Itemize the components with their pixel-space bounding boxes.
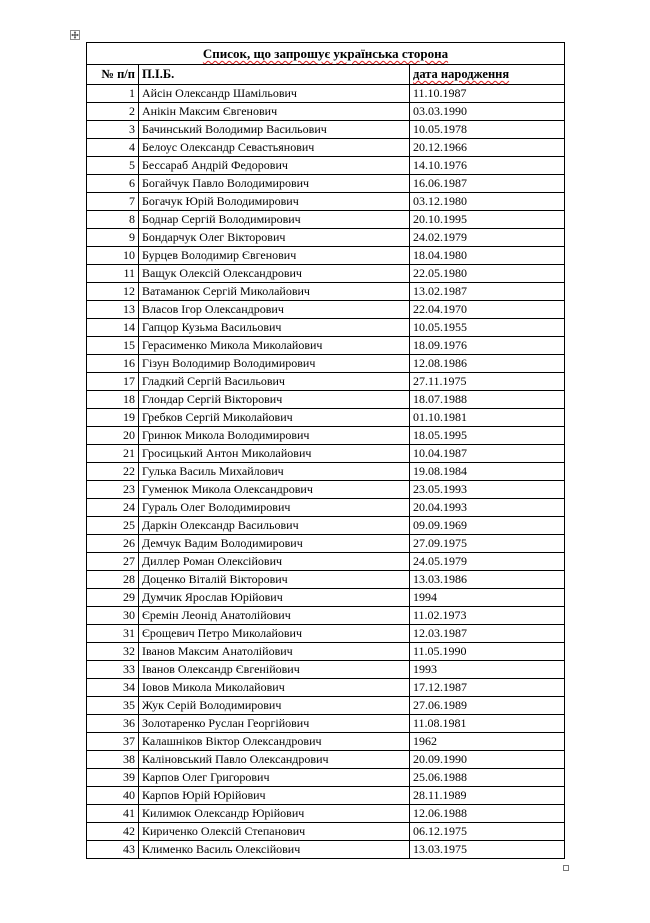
- row-dob: 25.06.1988: [410, 769, 565, 787]
- table-row: [87, 211, 565, 229]
- row-name: Гізун Володимир Володимирович: [139, 355, 410, 373]
- row-name: Богайчук Павло Володимирович: [139, 175, 410, 193]
- row-number: 14: [87, 319, 139, 337]
- table-row: [87, 445, 565, 463]
- table-row: [87, 643, 565, 661]
- row-dob: 27.09.1975: [410, 535, 565, 553]
- row-name: Бондарчук Олег Вікторович: [139, 229, 410, 247]
- row-number: 28: [87, 571, 139, 589]
- row-name: Іванов Олександр Євгенійович: [139, 661, 410, 679]
- row-number: 27: [87, 553, 139, 571]
- row-name: Калашніков Віктор Олександрович: [139, 733, 410, 751]
- row-name: Гросицький Антон Миколайович: [139, 445, 410, 463]
- table-row: [87, 733, 565, 751]
- table-row: [87, 751, 565, 769]
- table-row: [87, 157, 565, 175]
- table-row: [87, 715, 565, 733]
- row-dob: 20.04.1993: [410, 499, 565, 517]
- table-row: [87, 499, 565, 517]
- table-row: [87, 607, 565, 625]
- row-name: Каліновський Павло Олександрович: [139, 751, 410, 769]
- row-number: 36: [87, 715, 139, 733]
- row-dob: 27.11.1975: [410, 373, 565, 391]
- header-dob: [410, 65, 565, 85]
- row-dob: 22.04.1970: [410, 301, 565, 319]
- row-name: Карпов Юрій Юрійович: [139, 787, 410, 805]
- row-number: 5: [87, 157, 139, 175]
- row-number: 15: [87, 337, 139, 355]
- row-number: 21: [87, 445, 139, 463]
- table-row: [87, 283, 565, 301]
- table-row: [87, 769, 565, 787]
- row-name: Анікін Максим Євгенович: [139, 103, 410, 121]
- row-number: 6: [87, 175, 139, 193]
- row-number: 43: [87, 841, 139, 859]
- row-number: 24: [87, 499, 139, 517]
- table-row: [87, 427, 565, 445]
- row-number: 29: [87, 589, 139, 607]
- row-number: 12: [87, 283, 139, 301]
- persons-table: [86, 42, 565, 859]
- row-name: Глондар Сергій Вікторович: [139, 391, 410, 409]
- row-dob: 12.03.1987: [410, 625, 565, 643]
- table-row: [87, 103, 565, 121]
- row-number: 41: [87, 805, 139, 823]
- row-dob: 22.05.1980: [410, 265, 565, 283]
- row-number: 9: [87, 229, 139, 247]
- row-dob: 12.08.1986: [410, 355, 565, 373]
- table-row: [87, 823, 565, 841]
- row-number: 18: [87, 391, 139, 409]
- row-dob: 23.05.1993: [410, 481, 565, 499]
- header-row: [87, 65, 565, 85]
- table-row: [87, 373, 565, 391]
- header-num: № п/п: [87, 65, 139, 85]
- row-dob: 24.05.1979: [410, 553, 565, 571]
- row-number: 26: [87, 535, 139, 553]
- row-number: 32: [87, 643, 139, 661]
- table-row: [87, 247, 565, 265]
- table-row: [87, 625, 565, 643]
- row-dob: 06.12.1975: [410, 823, 565, 841]
- table-row: [87, 697, 565, 715]
- row-name: Гуменюк Микола Олександрович: [139, 481, 410, 499]
- row-name: Демчук Вадим Володимирович: [139, 535, 410, 553]
- table-row: [87, 337, 565, 355]
- row-number: 34: [87, 679, 139, 697]
- table-resize-handle[interactable]: [563, 865, 569, 871]
- row-name: Доценко Віталій Вікторович: [139, 571, 410, 589]
- row-dob: 13.03.1986: [410, 571, 565, 589]
- header-dob-text: дата народження: [413, 67, 510, 81]
- row-name: Гапцор Кузьма Васильович: [139, 319, 410, 337]
- row-name: Ватаманюк Сергій Миколайович: [139, 283, 410, 301]
- row-number: 31: [87, 625, 139, 643]
- row-number: 40: [87, 787, 139, 805]
- row-number: 23: [87, 481, 139, 499]
- row-dob: 14.10.1976: [410, 157, 565, 175]
- table-row: [87, 787, 565, 805]
- row-name: Гураль Олег Володимирович: [139, 499, 410, 517]
- row-number: 1: [87, 85, 139, 103]
- row-name: Власов Ігор Олександрович: [139, 301, 410, 319]
- table-row: [87, 679, 565, 697]
- row-name: Карпов Олег Григорович: [139, 769, 410, 787]
- row-dob: 18.07.1988: [410, 391, 565, 409]
- table-row: [87, 481, 565, 499]
- row-dob: 1993: [410, 661, 565, 679]
- row-number: 39: [87, 769, 139, 787]
- row-number: 42: [87, 823, 139, 841]
- row-name: Бессараб Андрій Федорович: [139, 157, 410, 175]
- table-row: [87, 319, 565, 337]
- row-name: Ващук Олексій Олександрович: [139, 265, 410, 283]
- table-row: [87, 85, 565, 103]
- row-name: Іванов Максим Анатолійович: [139, 643, 410, 661]
- table-row: [87, 409, 565, 427]
- row-name: Єрощевич Петро Миколайович: [139, 625, 410, 643]
- row-dob: 28.11.1989: [410, 787, 565, 805]
- row-dob: 09.09.1969: [410, 517, 565, 535]
- row-name: Богачук Юрій Володимирович: [139, 193, 410, 211]
- table-row: [87, 535, 565, 553]
- table-row: [87, 517, 565, 535]
- row-number: 22: [87, 463, 139, 481]
- row-number: 30: [87, 607, 139, 625]
- row-dob: 12.06.1988: [410, 805, 565, 823]
- row-name: Гладкий Сергій Васильович: [139, 373, 410, 391]
- row-name: Іовов Микола Миколайович: [139, 679, 410, 697]
- row-name: Золотаренко Руслан Георгійович: [139, 715, 410, 733]
- table-row: [87, 355, 565, 373]
- row-number: 16: [87, 355, 139, 373]
- row-number: 3: [87, 121, 139, 139]
- table-title-text: Список, що запрошує українська сторона: [202, 46, 449, 61]
- row-dob: 13.03.1975: [410, 841, 565, 859]
- row-number: 2: [87, 103, 139, 121]
- table-row: [87, 553, 565, 571]
- row-dob: 19.08.1984: [410, 463, 565, 481]
- row-number: 35: [87, 697, 139, 715]
- row-dob: 18.04.1980: [410, 247, 565, 265]
- row-name: Гулька Василь Михайлович: [139, 463, 410, 481]
- row-name: Клименко Василь Олексійович: [139, 841, 410, 859]
- table-row: [87, 571, 565, 589]
- table-row: [87, 229, 565, 247]
- row-name: Єремін Леонід Анатолійович: [139, 607, 410, 625]
- row-dob: 16.06.1987: [410, 175, 565, 193]
- row-name: Даркін Олександр Васильович: [139, 517, 410, 535]
- row-name: Жук Серій Володимирович: [139, 697, 410, 715]
- row-number: 11: [87, 265, 139, 283]
- row-dob: 10.04.1987: [410, 445, 565, 463]
- row-number: 37: [87, 733, 139, 751]
- row-name: Диллер Роман Олексійович: [139, 553, 410, 571]
- row-dob: 03.12.1980: [410, 193, 565, 211]
- table-title: [87, 43, 565, 65]
- row-name: Герасименко Микола Миколайович: [139, 337, 410, 355]
- header-name: П.І.Б.: [139, 65, 410, 85]
- row-number: 7: [87, 193, 139, 211]
- row-name: Айсін Олександр Шамільович: [139, 85, 410, 103]
- table-row: [87, 661, 565, 679]
- row-number: 4: [87, 139, 139, 157]
- row-dob: 20.10.1995: [410, 211, 565, 229]
- row-dob: 01.10.1981: [410, 409, 565, 427]
- row-dob: 24.02.1979: [410, 229, 565, 247]
- table-row: [87, 391, 565, 409]
- row-name: Белоус Олександр Севастьянович: [139, 139, 410, 157]
- table-row: [87, 265, 565, 283]
- table-row: [87, 805, 565, 823]
- row-name: Бачинський Володимир Васильович: [139, 121, 410, 139]
- table-move-handle[interactable]: [70, 30, 80, 40]
- row-number: 25: [87, 517, 139, 535]
- row-dob: 11.08.1981: [410, 715, 565, 733]
- row-dob: 10.05.1955: [410, 319, 565, 337]
- row-number: 33: [87, 661, 139, 679]
- row-dob: 1994: [410, 589, 565, 607]
- row-name: Бурцев Володимир Євгенович: [139, 247, 410, 265]
- table-row: [87, 841, 565, 859]
- table-row: [87, 175, 565, 193]
- row-dob: 18.05.1995: [410, 427, 565, 445]
- row-number: 10: [87, 247, 139, 265]
- row-name: Думчик Ярослав Юрійович: [139, 589, 410, 607]
- row-dob: 11.05.1990: [410, 643, 565, 661]
- row-dob: 18.09.1976: [410, 337, 565, 355]
- row-number: 20: [87, 427, 139, 445]
- row-number: 38: [87, 751, 139, 769]
- row-name: Килимюк Олександр Юрійович: [139, 805, 410, 823]
- row-number: 17: [87, 373, 139, 391]
- row-dob: 11.02.1973: [410, 607, 565, 625]
- row-name: Гринюк Микола Володимирович: [139, 427, 410, 445]
- row-number: 13: [87, 301, 139, 319]
- row-dob: 03.03.1990: [410, 103, 565, 121]
- move-arrows-icon: [71, 31, 79, 39]
- row-number: 19: [87, 409, 139, 427]
- row-number: 8: [87, 211, 139, 229]
- row-dob: 13.02.1987: [410, 283, 565, 301]
- row-dob: 20.12.1966: [410, 139, 565, 157]
- row-name: Кириченко Олексій Степанович: [139, 823, 410, 841]
- table-row: [87, 589, 565, 607]
- table-row: [87, 139, 565, 157]
- table-row: [87, 193, 565, 211]
- row-dob: 1962: [410, 733, 565, 751]
- table-row: [87, 463, 565, 481]
- row-dob: 20.09.1990: [410, 751, 565, 769]
- table-row: [87, 121, 565, 139]
- table-row: [87, 301, 565, 319]
- row-dob: 17.12.1987: [410, 679, 565, 697]
- row-name: Боднар Сергій Володимирович: [139, 211, 410, 229]
- row-dob: 10.05.1978: [410, 121, 565, 139]
- row-name: Гребков Сергій Миколайович: [139, 409, 410, 427]
- row-dob: 11.10.1987: [410, 85, 565, 103]
- row-dob: 27.06.1989: [410, 697, 565, 715]
